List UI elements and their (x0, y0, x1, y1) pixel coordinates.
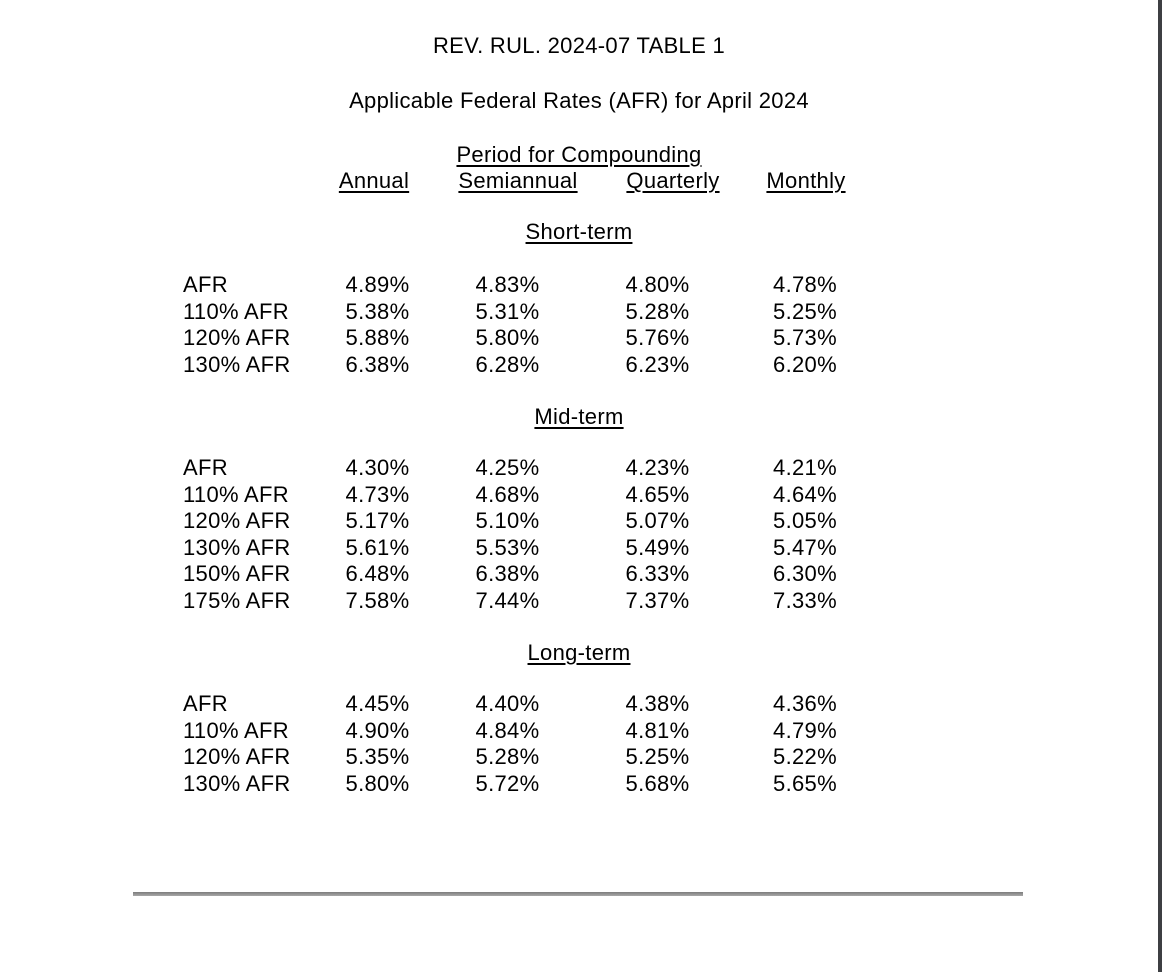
section-heading-label: Mid-term (534, 404, 624, 429)
rate-value: 4.65% (625, 481, 690, 507)
rate-value: 7.44% (475, 587, 540, 613)
rate-value: 4.81% (625, 717, 690, 743)
column-header-spacer (183, 168, 330, 195)
rate-value: 6.23% (625, 351, 690, 377)
rate-value: 5.61% (345, 534, 410, 560)
rate-value: 4.45% (345, 691, 410, 716)
rate-value: 5.38% (345, 298, 410, 324)
rates-grid-short-term (183, 272, 885, 378)
rate-value: 5.22% (773, 744, 837, 769)
rate-value: 5.68% (625, 770, 690, 796)
rate-value: 6.48% (345, 561, 410, 586)
row-label: AFR (183, 455, 228, 480)
rate-value: 4.80% (625, 272, 690, 297)
rate-value: 4.40% (475, 691, 540, 716)
rate-value: 5.88% (345, 325, 410, 350)
row-label: 120% AFR (183, 744, 291, 769)
rate-value: 5.07% (625, 508, 690, 533)
rate-value: 5.31% (475, 298, 540, 324)
rate-value: 4.23% (625, 455, 690, 480)
rate-value: 7.58% (345, 587, 410, 613)
column-header-annual-label: Annual (338, 168, 410, 193)
rate-value: 5.25% (625, 744, 690, 769)
rate-value: 5.35% (345, 744, 410, 769)
column-header-row (183, 168, 884, 195)
row-label: 110% AFR (183, 481, 289, 507)
page-title: REV. RUL. 2024-07 TABLE 1 (432, 33, 726, 58)
rate-value: 5.53% (475, 534, 540, 560)
section-heading-label: Long-term (527, 640, 631, 665)
row-label: 150% AFR (183, 561, 291, 586)
rate-value: 7.37% (625, 587, 690, 613)
rate-value: 4.38% (625, 691, 690, 716)
rate-value: 6.38% (475, 561, 540, 586)
screen-edge-bar (1158, 0, 1162, 972)
rate-value: 5.17% (345, 508, 410, 533)
rate-value: 6.33% (625, 561, 690, 586)
column-header-semiannual (418, 168, 618, 195)
row-label: 175% AFR (183, 587, 291, 613)
rates-grid-mid-term (183, 455, 885, 614)
rate-value: 4.79% (773, 717, 837, 743)
rate-value: 4.21% (773, 455, 837, 480)
row-label: 110% AFR (183, 298, 289, 324)
rate-value: 5.65% (773, 770, 837, 796)
rate-value: 4.89% (345, 272, 410, 297)
rate-value: 5.49% (625, 534, 690, 560)
rate-value: 5.10% (475, 508, 540, 533)
rate-value: 5.28% (475, 744, 540, 769)
rate-value: 4.90% (345, 717, 410, 743)
compounding-group-header-label: Period for Compounding (456, 142, 702, 167)
rate-value: 5.73% (773, 325, 837, 350)
rate-value: 4.78% (773, 272, 837, 297)
section-heading-label: Short-term (525, 219, 633, 244)
rate-value: 5.80% (345, 770, 410, 796)
rate-value: 6.38% (345, 351, 410, 377)
column-header-quarterly (618, 168, 728, 195)
rate-value: 5.80% (475, 325, 540, 350)
rate-value: 7.33% (773, 587, 837, 613)
column-header-monthly-label: Monthly (766, 168, 846, 193)
rate-value: 4.64% (773, 481, 837, 507)
rate-value: 4.73% (345, 481, 410, 507)
rate-value: 4.30% (345, 455, 410, 480)
row-label: 120% AFR (183, 325, 291, 350)
rate-value: 4.36% (773, 691, 837, 716)
column-header-semiannual-label: Semiannual (458, 168, 578, 193)
section-heading-mid-term (0, 404, 1158, 431)
row-label: 120% AFR (183, 508, 291, 533)
section-heading-short-term (0, 219, 1158, 246)
rate-value: 6.30% (773, 561, 837, 586)
rate-value: 4.83% (475, 272, 540, 297)
rate-value: 6.28% (475, 351, 540, 377)
row-label: 130% AFR (183, 770, 291, 796)
rate-value: 4.84% (475, 717, 540, 743)
column-header-annual (330, 168, 418, 195)
rates-grid-long-term (183, 691, 885, 797)
column-header-monthly (728, 168, 884, 195)
rate-value: 5.25% (773, 298, 837, 324)
row-label: 130% AFR (183, 534, 291, 560)
rate-value: 5.72% (475, 770, 540, 796)
row-label: AFR (183, 272, 228, 297)
rate-value: 5.76% (625, 325, 690, 350)
compounding-group-header (0, 142, 1158, 169)
footer-rule (133, 892, 1023, 896)
rate-value: 4.25% (475, 455, 540, 480)
page-subtitle: Applicable Federal Rates (AFR) for April 2024 (349, 88, 809, 113)
row-label: 110% AFR (183, 717, 289, 743)
rate-value: 5.28% (625, 298, 690, 324)
rate-value: 6.20% (773, 351, 837, 377)
rate-value: 4.68% (475, 481, 540, 507)
row-label: 130% AFR (183, 351, 291, 377)
section-heading-long-term (0, 640, 1158, 667)
rate-value: 5.05% (773, 508, 837, 533)
rate-value: 5.47% (773, 534, 837, 560)
column-header-quarterly-label: Quarterly (626, 168, 720, 193)
row-label: AFR (183, 691, 228, 716)
